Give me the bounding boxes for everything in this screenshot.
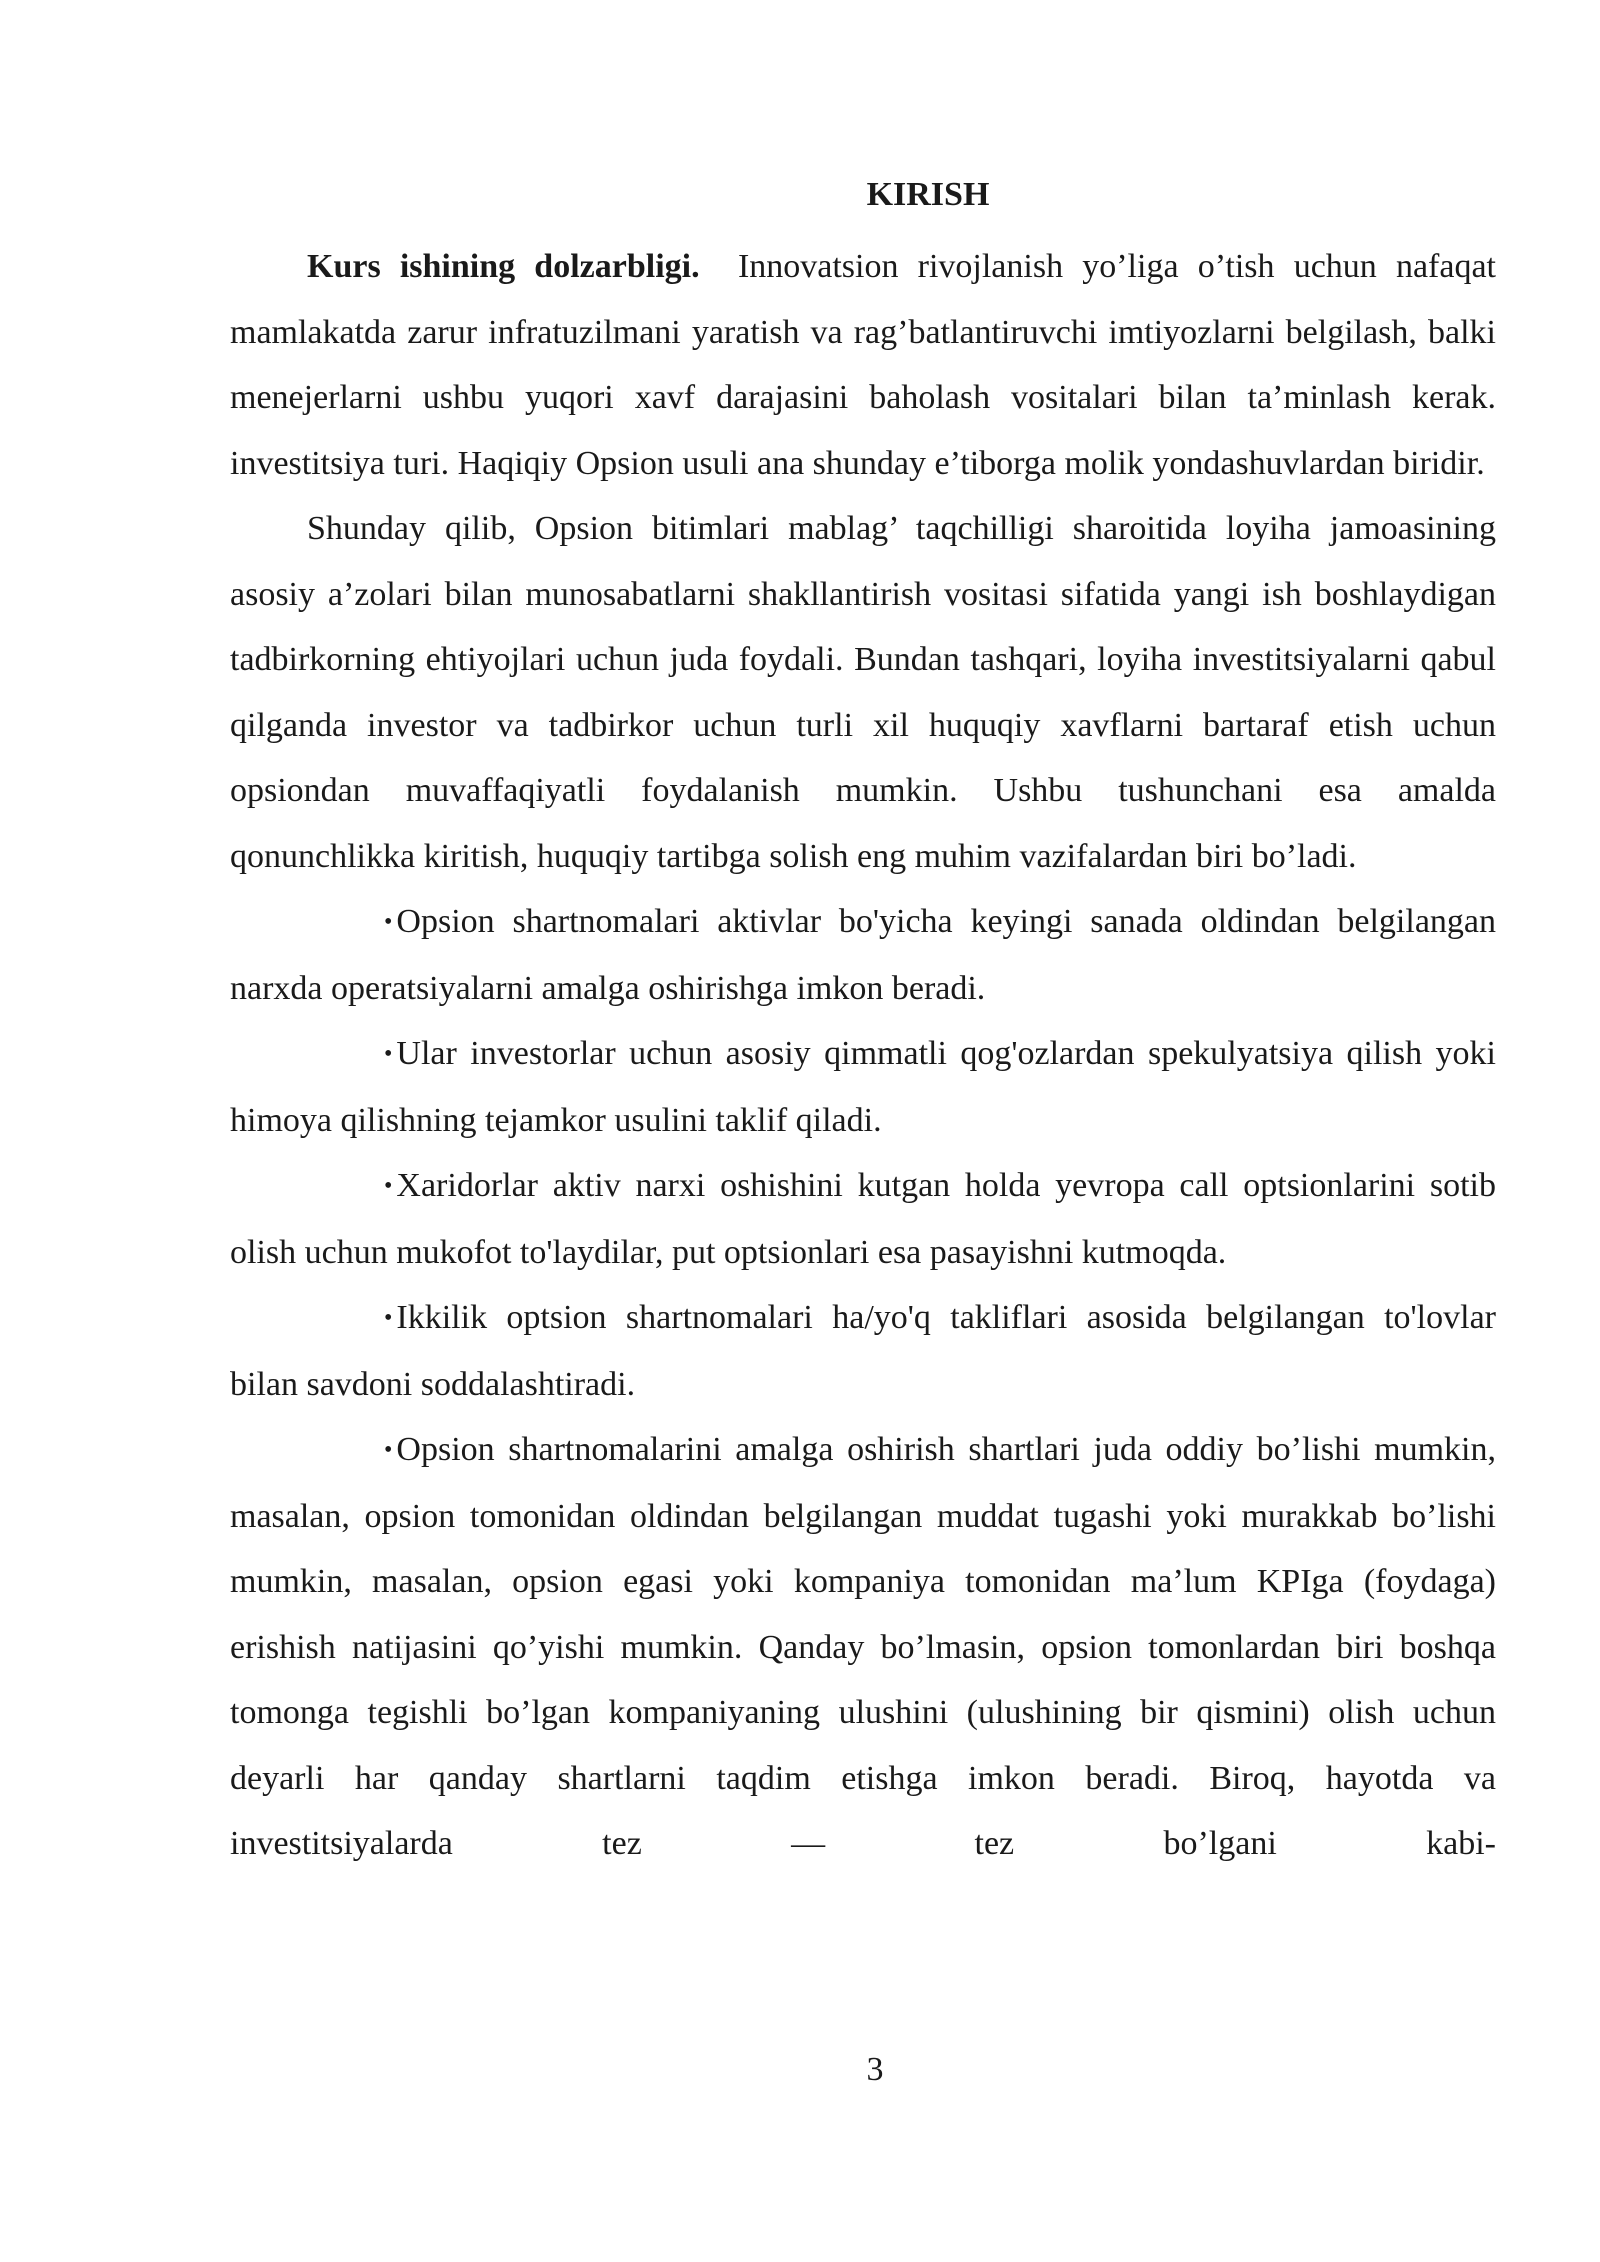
body-paragraph: Shunday qilib, Opsion bitimlari mablag’ taqchilligi sharoitida loyiha jamoasining asosiy a’zolari bilan munosabatlarni shakllantirish vositasi sifatida yangi ish boshlaydigan tadbirkorning ehtiyojlari uchun juda foydali. Bundan tashqari, loyiha investitsiyalarni qabul qilganda investor va tadbirkor uchun turli xil huquqiy xavflarni bartaraf etish uchun opsiondan muvaffaqiyatli foydalanish mumkin. Ushbu tushunchani esa amalda qonunchlikka kiritish, huquqiy tartibga solish eng muhim vazifalardan biri bo’ladi. bbox=[230, 510, 1496, 875]
list-item bbox=[230, 889, 1496, 1021]
bullet-icon: • bbox=[384, 909, 393, 935]
list-item bbox=[230, 1153, 1496, 1285]
document-page bbox=[230, 168, 1496, 1877]
list-item-text: Ular investorlar uchun asosiy qimmatli qog'ozlardan spekulyatsiya qilish yoki himoya qilishning tejamkor usulini taklif qiladi. bbox=[230, 1035, 1496, 1139]
page-number: 3 bbox=[866, 2051, 884, 2088]
list-item bbox=[230, 1021, 1496, 1153]
list-item-text: Opsion shartnomalari aktivlar bo'yicha keyingi sanada oldindan belgilangan narxda operatsiyalarni amalga oshirishga imkon beradi. bbox=[230, 903, 1496, 1007]
bullet-icon: • bbox=[384, 1041, 393, 1067]
list-item-text: Ikkilik optsion shartnomalari ha/yo'q takliflari asosida belgilangan to'lovlar bilan savdoni soddalashtiradi. bbox=[230, 1299, 1496, 1403]
list-item bbox=[230, 1285, 1496, 1417]
bullet-icon: • bbox=[384, 1173, 393, 1199]
page-title: KIRISH bbox=[866, 176, 990, 213]
list-item-text: Xaridorlar aktiv narxi oshishini kutgan holda yevropa call optsionlarini sotib olish uchun mukofot to'laydilar, put optsionlari esa pasayishni kutmoqda. bbox=[230, 1167, 1496, 1271]
list-item bbox=[230, 1417, 1496, 1877]
intro-text: Innovatsion rivojlanish yo’liga o’tish uchun nafaqat mamlakatda zarur infratuzilmani yaratish va rag’batlantiruvchi imtiyozlarni belgilash, balki menejerlarni ushbu yuqori xavf darajasini baholash vositalari bilan ta’minlash kerak. investitsiya turi. Haqiqiy Opsion usuli ana shunday e’tiborga molik yondashuvlardan biridir. bbox=[230, 248, 1496, 482]
list-item-text: Opsion shartnomalarini amalga oshirish shartlari juda oddiy bo’lishi mumkin, masalan, opsion tomonidan oldindan belgilangan muddat tugashi yoki murakkab bo’lishi mumkin, masalan, opsion egasi yoki kompaniya tomonidan ma’lum KPIga (foydaga) erishish natijasini qo’yishi mumkin. Qanday bo’lmasin, opsion tomonlardan biri boshqa tomonga tegishli bo’lgan kompaniyaning ulushini (ulushining bir qismini) olish uchun deyarli har qanday shartlarni taqdim etishga imkon beradi. Biroq, hayotda va investitsiyalarda tez — tez bo’lgani kabi- bbox=[230, 1431, 1496, 1862]
bullet-icon: • bbox=[384, 1437, 393, 1463]
intro-lead: Kurs ishining dolzarbligi. bbox=[307, 248, 700, 285]
bullet-icon: • bbox=[384, 1305, 393, 1331]
intro-paragraph bbox=[230, 234, 1496, 496]
